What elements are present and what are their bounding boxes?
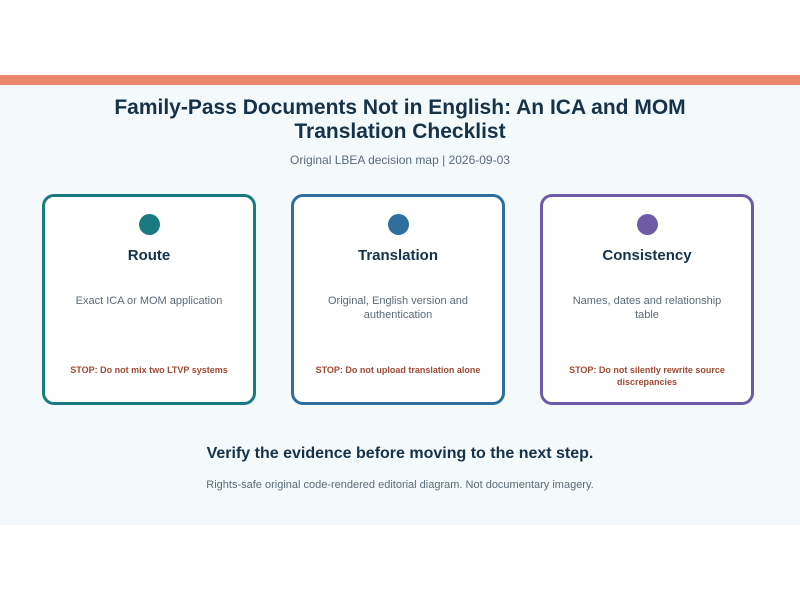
card-title: Route [127, 247, 171, 264]
card-description: Original, English version and authentication [327, 295, 469, 321]
translation-dot-icon [388, 214, 409, 235]
card-consistency [540, 194, 754, 405]
top-accent-bar [0, 75, 800, 85]
consistency-dot-icon [637, 214, 658, 235]
card-title: Consistency [602, 247, 692, 264]
card-stop-warning: STOP: Do not upload translation alone [315, 365, 481, 375]
card-description: Names, dates and relationship table [572, 295, 722, 321]
footer-instruction: Verify the evidence before moving to the next step. [206, 445, 594, 462]
card-stop-warning: STOP: Do not silently rewrite source discrepancies [569, 365, 725, 387]
footer-note: Rights-safe original code-rendered editorial diagram. Not documentary imagery. [206, 479, 594, 491]
card-translation [291, 194, 505, 405]
card-description: Exact ICA or MOM application [75, 295, 223, 307]
card-title: Translation [357, 247, 439, 264]
page-title: Family-Pass Documents Not in English: An ICA and MOM Translation Checklist [114, 96, 686, 143]
page-subtitle: Original LBEA decision map | 2026-09-03 [290, 153, 510, 167]
route-dot-icon [139, 214, 160, 235]
card-stop-warning: STOP: Do not mix two LTVP systems [70, 365, 228, 375]
card-route [42, 194, 256, 405]
